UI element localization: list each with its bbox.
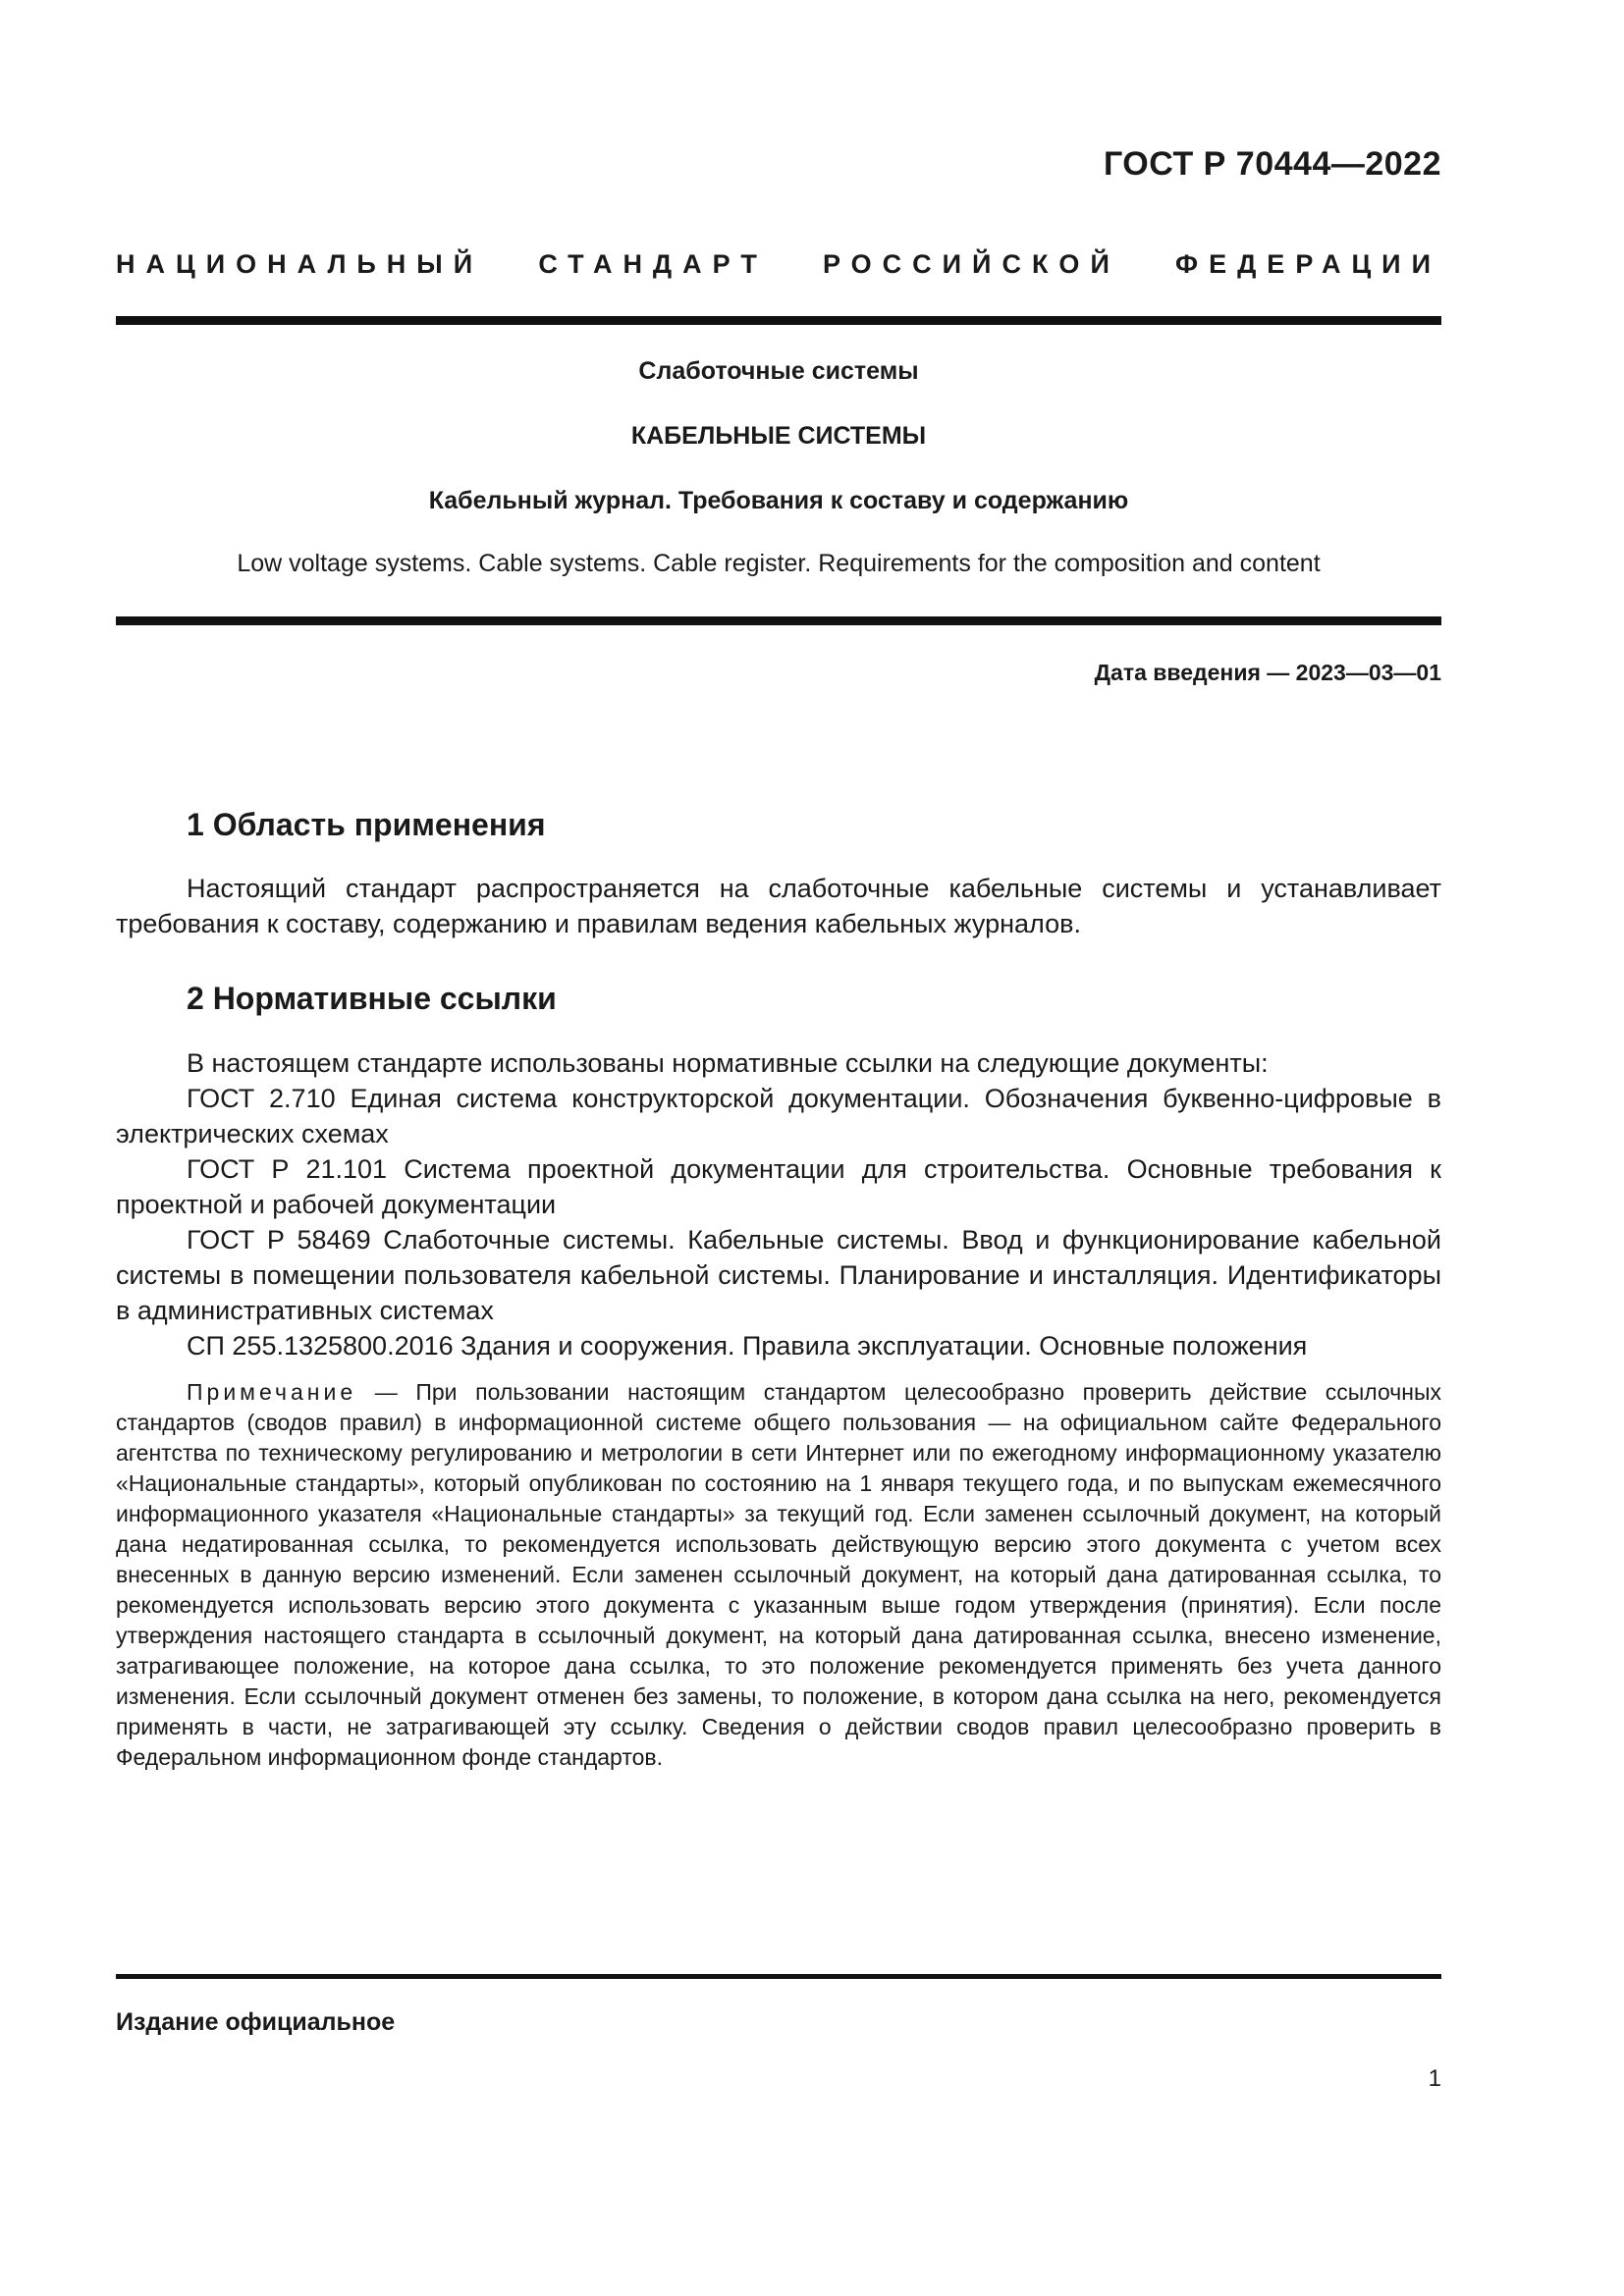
title-line-2: КАБЕЛЬНЫЕ СИСТЕМЫ xyxy=(630,422,927,450)
reference-item xyxy=(116,1328,1441,1363)
top-rule xyxy=(116,316,1441,325)
official-edition-label: Издание официальное xyxy=(116,2008,396,2036)
reference-item xyxy=(116,1222,1441,1328)
title-bottom-rule xyxy=(116,616,1441,625)
reference-gost-r-21-101: ГОСТ Р 21.101 Система проектной документации для строительства. Основные требования к проектной и рабочей документации xyxy=(116,1154,1441,1219)
note-label: Примечание xyxy=(187,1379,357,1405)
note-paragraph xyxy=(116,1377,1441,1773)
section-1-body: Настоящий стандарт распространяется на слаботочные кабельные системы и устанавливает требования к составу, содержанию и правилам ведения кабельных журналов. xyxy=(116,874,1441,938)
reference-item xyxy=(116,1081,1441,1151)
introduction-date: Дата введения — 2023—03—01 xyxy=(1094,660,1441,685)
reference-item xyxy=(116,1151,1441,1222)
section-2-intro-text: В настоящем стандарте использованы нормативные ссылки на следующие документы: xyxy=(187,1048,1269,1078)
section-2-intro xyxy=(116,1045,1441,1081)
national-standard-banner: НАЦИОНАЛЬНЫЙ СТАНДАРТ РОССИЙСКОЙ ФЕДЕРАЦИИ xyxy=(116,249,1441,279)
footer-rule xyxy=(116,1974,1441,1979)
page-number: 1 xyxy=(1428,2065,1441,2092)
reference-gost-2-710: ГОСТ 2.710 Единая система конструкторской документации. Обозначения буквенно-цифровые в электрических схемах xyxy=(116,1084,1441,1148)
section-2-heading: 2 Нормативные ссылки xyxy=(187,981,557,1016)
section-1-text xyxy=(116,871,1441,941)
english-title: Low voltage systems. Cable systems. Cable register. Requirements for the composition and content xyxy=(237,550,1321,577)
reference-gost-r-58469: ГОСТ Р 58469 Слаботочные системы. Кабельные системы. Ввод и функционирование кабельной системы в помещении пользователя кабельной системы. Планирование и инсталляция. Идентификаторы в административных системах xyxy=(116,1225,1441,1325)
reference-sp-255: СП 255.1325800.2016 Здания и сооружения. Правила эксплуатации. Основные положения xyxy=(187,1331,1308,1361)
section-1-heading: 1 Область применения xyxy=(187,807,546,842)
document-code: ГОСТ Р 70444—2022 xyxy=(1103,145,1441,183)
note-text: — При пользовании настоящим стандартом целесообразно проверить действие ссылочных стандартов (сводов правил) в информационной системе общего пользования — на официальном сайте Федерального агентства по техническому регулированию и метрологии в сети Интернет или по ежегодному информационному указателю «Национальные стандарты», который опубликован по состоянию на 1 января текущего года, и по выпускам ежемесячного информационного указателя «Национальные стандарты» за текущий год. Если заменен ссылочный документ, на который дана недатированная ссылка, то рекомендуется использовать действующую версию этого документа с учетом всех внесенных в данную версию изменений. Если заменен ссылочный документ, на который дана датированная ссылка, то рекомендуется использовать версию этого документа с указанным выше годом утверждения (принятия). Если после утверждения настоящего стандарта в ссылочный документ, на который дана датированная ссылка, внесено изменение, затрагивающее положение, на которое дана ссылка, то это положение рекомендуется применять без учета данного изменения. Если ссылочный документ отменен без замены, то положение, в котором дана ссылка на него, рекомендуется применять в части, не затрагивающей эту ссылку. Сведения о действии сводов правил целесообразно проверить в Федеральном информационном фонде стандартов. xyxy=(116,1379,1441,1770)
title-line-1: Слаботочные системы xyxy=(638,357,919,385)
title-line-3: Кабельный журнал. Требования к составу и содержанию xyxy=(428,487,1129,514)
